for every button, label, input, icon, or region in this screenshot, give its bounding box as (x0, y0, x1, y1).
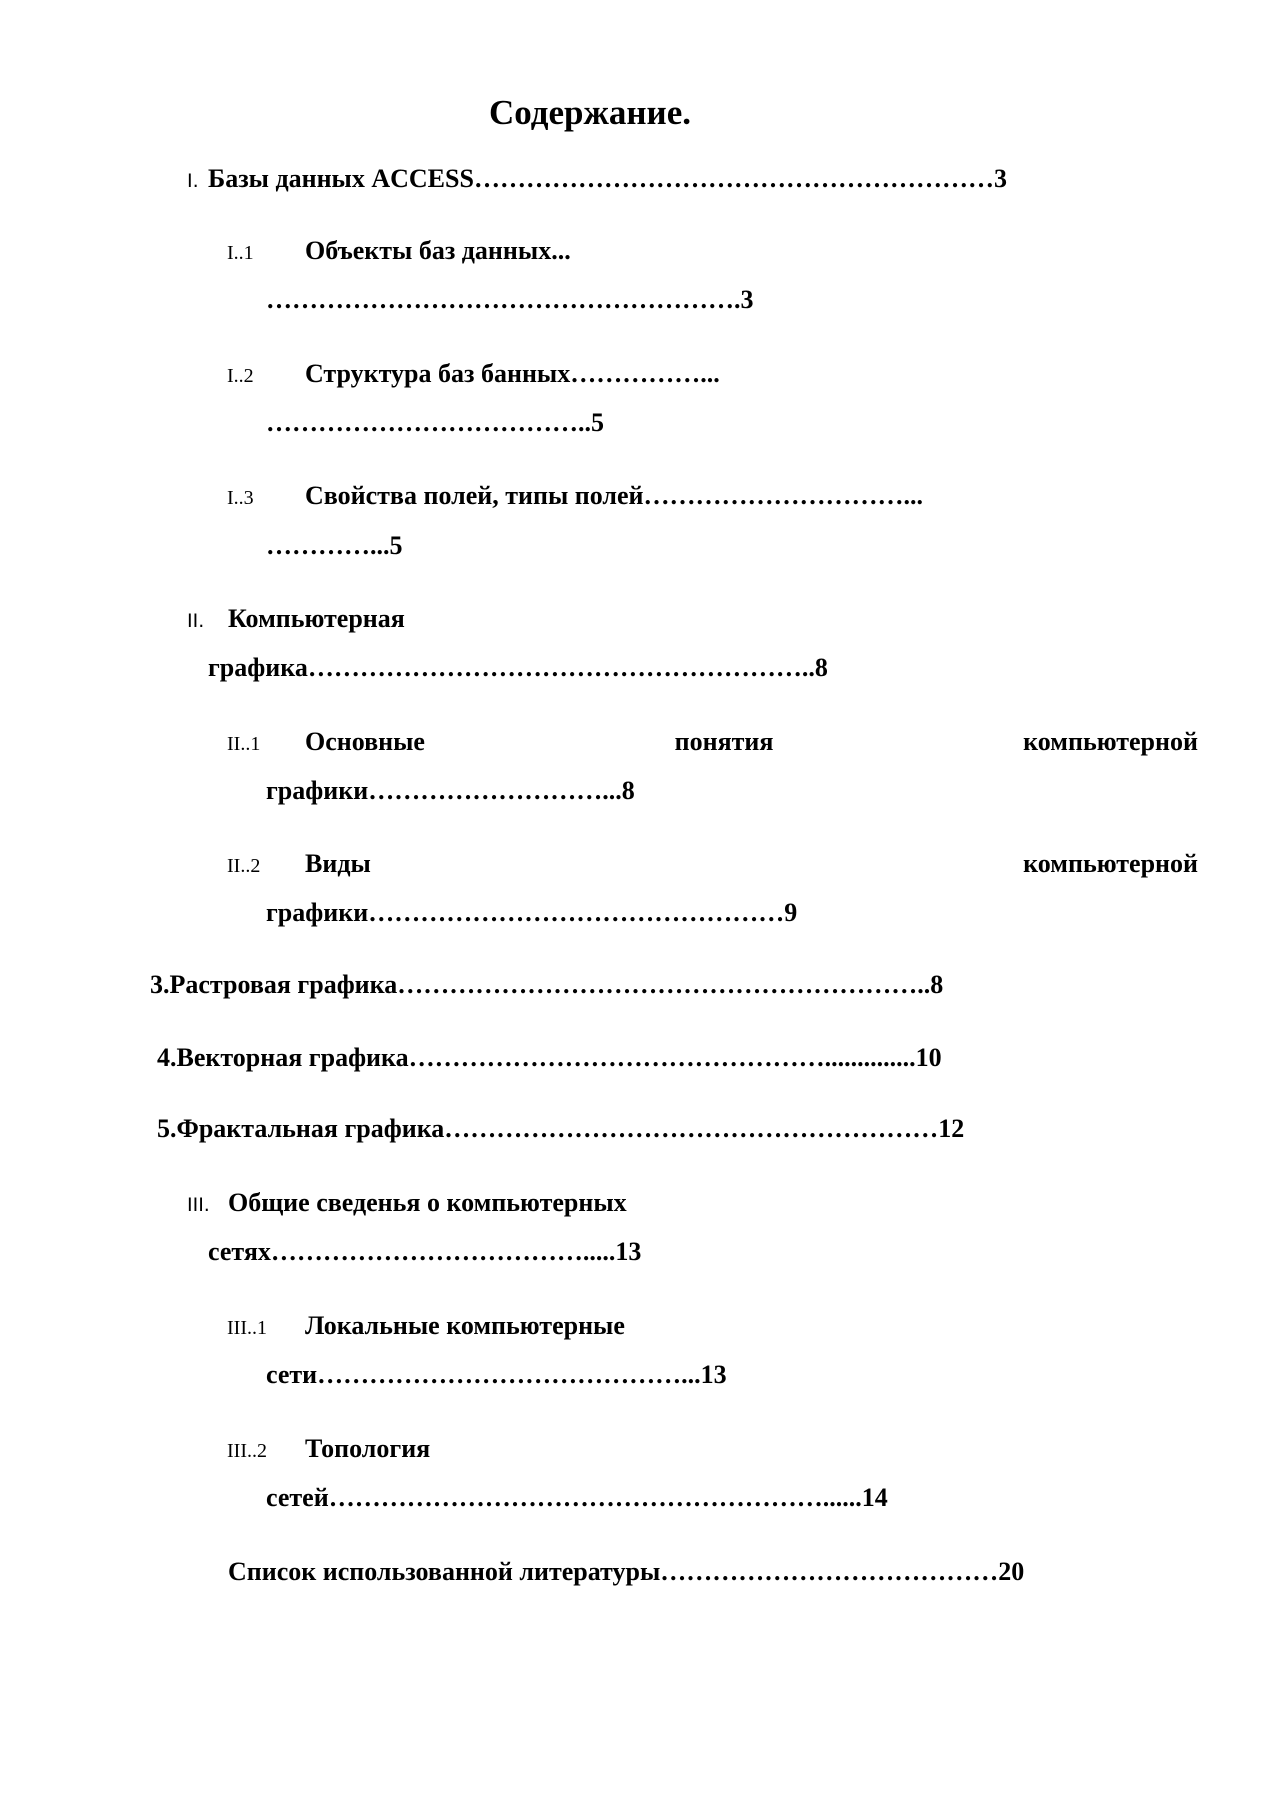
toc-entry-networks: Общие сведенья о компьютерных (228, 1188, 627, 1217)
toc-word: Виды (305, 849, 371, 878)
toc-entry-local-networks-cont: сети……………………………………...13 (266, 1360, 727, 1389)
toc-entry-graphics-concepts-cont: графики………………………...8 (266, 776, 635, 805)
toc-entry-references: Список использованной литературы…………………………………20 (228, 1557, 1025, 1586)
toc-entry-graphics-types (305, 849, 1198, 879)
toc-entry-network-topology-cont: сетей…………………………………………………......14 (266, 1483, 888, 1512)
toc-number: III..2 (227, 1440, 267, 1462)
toc-entry-db-objects-cont: ……………………………………………….3 (266, 285, 754, 314)
toc-entry-network-topology: Топология (305, 1434, 431, 1463)
toc-entry-access: Базы данных ACCESS……………………………………………………3 (208, 164, 1007, 193)
toc-entry-fractal-graphics: 5.Фрактальная графика…………………………………………………12 (157, 1114, 965, 1143)
toc-number: I..2 (227, 365, 254, 387)
toc-entry-computer-graphics-cont: графика…………………………………………………..8 (208, 653, 828, 682)
toc-title: Содержание. (489, 93, 691, 132)
toc-number: III. (187, 1194, 210, 1216)
toc-entry-graphics-types-cont: графики…………………………………………9 (266, 898, 798, 927)
toc-word: Основные (305, 727, 425, 756)
toc-word: компьютерной (1023, 727, 1198, 756)
toc-entry-computer-graphics: Компьютерная (228, 604, 405, 633)
toc-number: II..2 (227, 855, 261, 877)
toc-entry-vector-graphics: 4.Векторная графика…………………………………………..............10 (157, 1043, 942, 1072)
toc-entry-db-structure: Структура баз банных……………... (305, 359, 720, 388)
toc-entry-field-props-cont: …………...5 (266, 531, 403, 560)
toc-entry-networks-cont: сетях……………………………….....13 (208, 1237, 642, 1266)
toc-number: III..1 (227, 1317, 267, 1339)
toc-number: II..1 (227, 733, 261, 755)
toc-number: II. (187, 610, 205, 632)
toc-number: I. (187, 170, 199, 192)
toc-number: I..1 (227, 242, 254, 264)
toc-entry-graphics-concepts (305, 727, 1198, 757)
toc-entry-db-objects: Объекты баз данных... (305, 236, 571, 265)
toc-word: понятия (674, 727, 774, 756)
toc-word: компьютерной (1023, 849, 1198, 878)
toc-entry-local-networks: Локальные компьютерные (305, 1311, 625, 1340)
toc-entry-raster-graphics: 3.Растровая графика……………………………………………………..8 (150, 970, 944, 999)
toc-number: I..3 (227, 487, 254, 509)
toc-entry-db-structure-cont: ………………………………..5 (266, 408, 604, 437)
toc-entry-field-props: Свойства полей, типы полей…………………………... (305, 481, 923, 510)
